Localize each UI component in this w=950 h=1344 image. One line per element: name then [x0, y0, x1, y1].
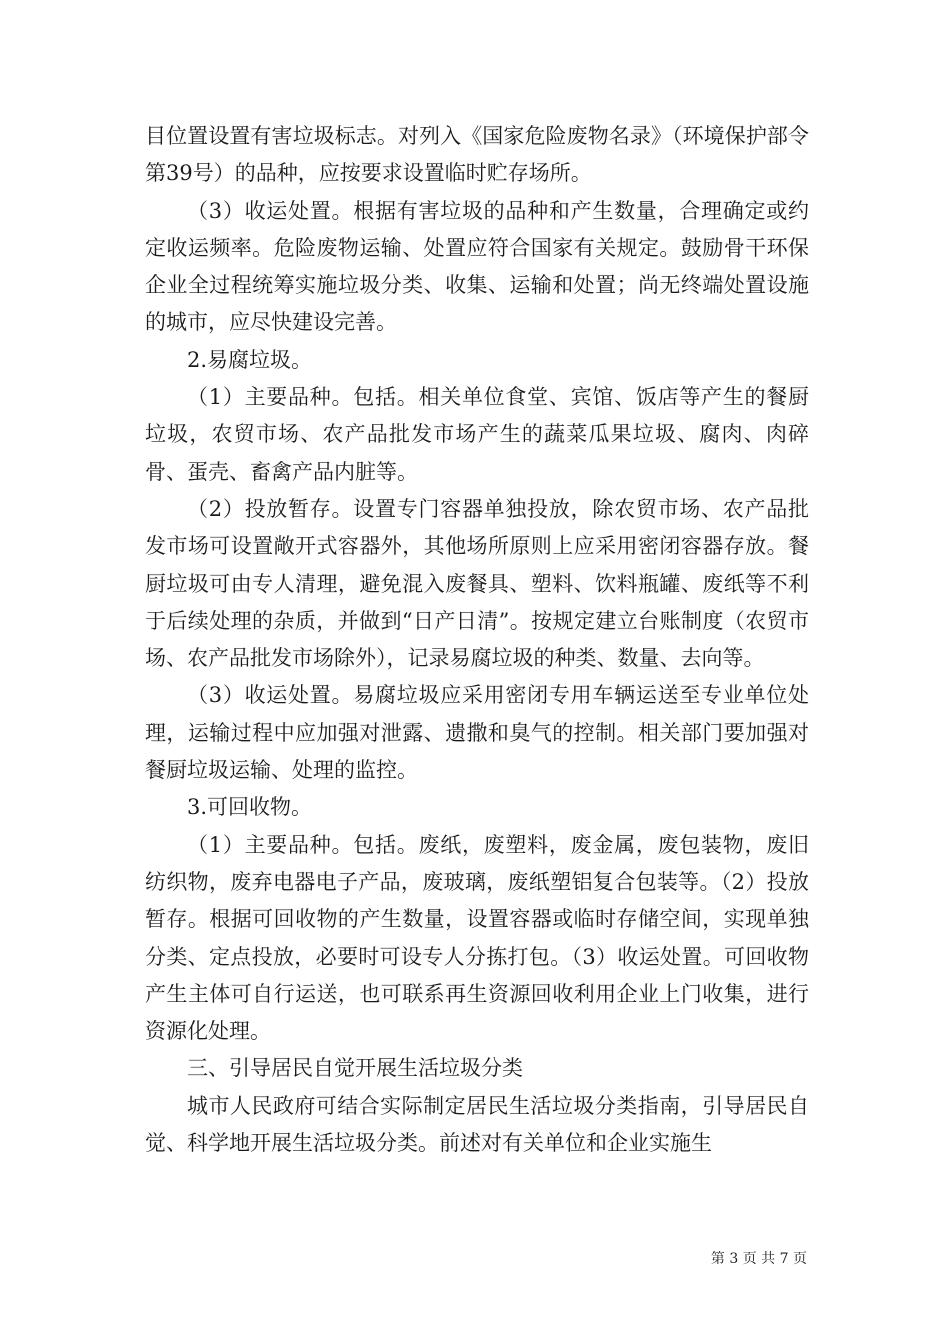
- paragraph-recyclables: （1）主要品种。包括。废纸，废塑料，废金属，废包装物，废旧纺织物，废弃电器电子产品，废玻璃，废纸塑铝复合包装等。（2）投放暂存。根据可回收物的产生数量，设置容器或临时存储空间，实现单独分类、定点投放，必要时可设专人分拣打包。（3）收运处置。可回收物产生主体可自行运送，也可联系再生资源回收利用企业上门收集，进行资源化处理。: [145, 832, 809, 1044]
- paragraph-perishable-types: （1）主要品种。包括。相关单位食堂、宾馆、饭店等产生的餐厨垃圾，农贸市场、农产品批发市场产生的蔬菜瓜果垃圾、腐肉、肉碎骨、蛋壳、畜禽产品内脏等。: [145, 385, 809, 484]
- page-number: 第 3 页 共 7 页: [710, 1251, 807, 1267]
- section-heading-resident-sorting: 三、引导居民自觉开展生活垃圾分类: [187, 1056, 523, 1081]
- heading-perishable-waste: 2.易腐垃圾。: [187, 347, 313, 372]
- paragraph-hazardous-transport: （3）收运处置。根据有害垃圾的品种和产生数量，合理确定或约定收运频率。危险废物运输、处置应符合国家有关规定。鼓励骨干环保企业全过程统筹实施垃圾分类、收集、运输和处置；尚无终端处置设施的城市，应尽快建设完善。: [145, 198, 809, 335]
- document-body: [145, 118, 809, 1162]
- heading-recyclables: 3.可回收物。: [187, 795, 313, 820]
- paragraph-resident-guidance: 城市人民政府可结合实际制定居民生活垃圾分类指南，引导居民自觉、科学地开展生活垃圾分类。前述对有关单位和企业实施生: [145, 1093, 809, 1156]
- paragraph-perishable-storage: （2）投放暂存。设置专门容器单独投放，除农贸市场、农产品批发市场可设置敞开式容器外，其他场所原则上应采用密闭容器存放。餐厨垃圾可由专人清理，避免混入废餐具、塑料、饮料瓶罐、废纸等不利于后续处理的杂质，并做到“日产日清”。按规定建立台账制度（农贸市场、农产品批发市场除外），记录易腐垃圾的种类、数量、去向等。: [145, 496, 809, 671]
- paragraph-perishable-transport: （3）收运处置。易腐垃圾应采用密闭专用车辆运送至专业单位处理，运输过程中应加强对泄露、遗撒和臭气的控制。相关部门要加强对餐厨垃圾运输、处理的监控。: [145, 683, 809, 783]
- paragraph-hazardous-sign: 目位置设置有害垃圾标志。对列入《国家危险废物名录》（环境保护部令第39号）的品种，应按要求设置临时贮存场所。: [145, 124, 809, 186]
